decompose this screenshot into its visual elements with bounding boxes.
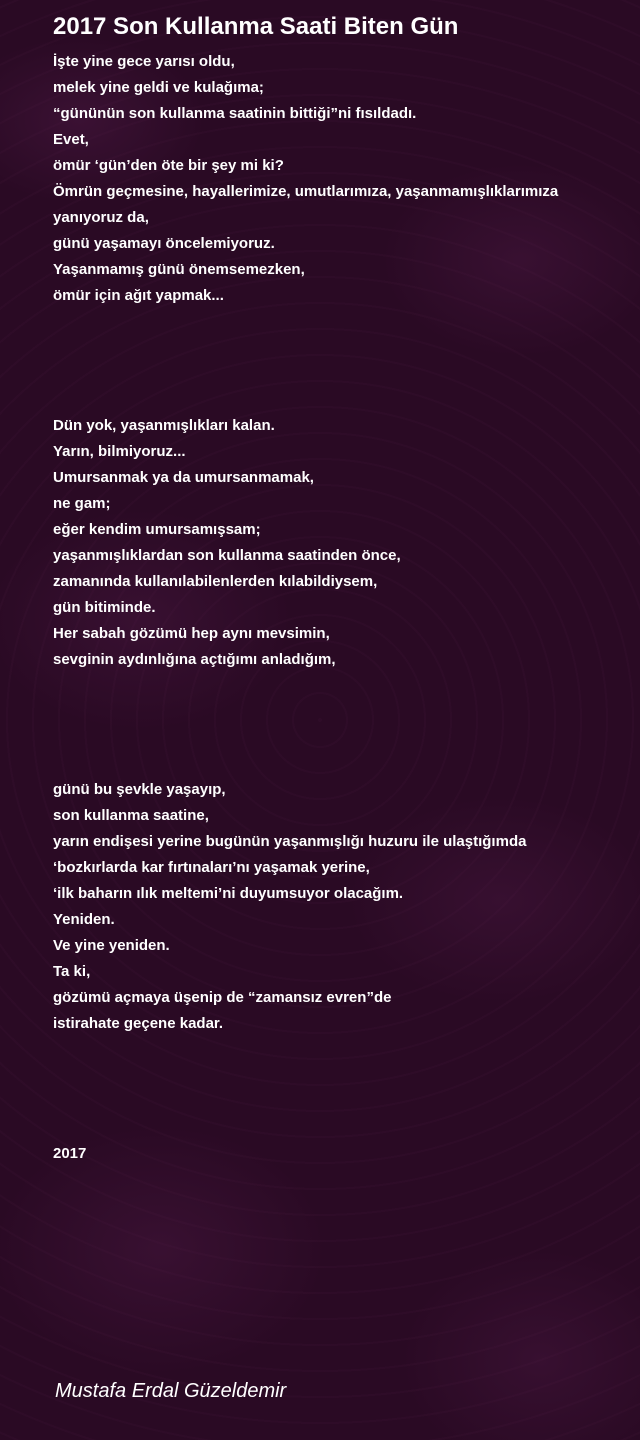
poem-line: ömür için ağıt yapmak... — [53, 287, 224, 304]
stanza-1 — [53, 49, 613, 309]
poem-line: gözümü açmaya üşenip de “zamansız evren”de — [53, 989, 392, 1006]
poem-line: günü bu şevkle yaşayıp, — [53, 781, 226, 798]
poem-line: Evet, — [53, 131, 89, 148]
poem-line: ömür ‘gün’den öte bir şey mi ki? — [53, 157, 284, 174]
poem-line: Umursanmak ya da umursanmamak, — [53, 469, 314, 486]
poem-year: 2017 — [53, 1145, 87, 1162]
poem-line: son kullanma saatine, — [53, 807, 209, 824]
poem-line: ‘bozkırlarda kar fırtınaları’nı yaşamak yerine, — [53, 859, 370, 876]
poem-line: yarın endişesi yerine bugünün yaşanmışlığı huzuru ile ulaştığımda — [53, 833, 527, 850]
poem-line: zamanında kullanılabilenlerden kılabildiysem, — [53, 573, 378, 590]
poem-line: Ömrün geçmesine, hayallerimize, umutlarımıza, yaşanmamışlıklarımıza — [53, 183, 559, 200]
poem-line: istirahate geçene kadar. — [53, 1015, 224, 1032]
poem-line: Yarın, bilmiyoruz... — [53, 443, 186, 460]
poem-line: sevginin aydınlığına açtığımı anladığım, — [53, 651, 336, 668]
stanza-2 — [53, 413, 613, 673]
poem-line: ‘ilk baharın ılık meltemi’ni duyumsuyor olacağım. — [53, 885, 404, 902]
poem-line: Dün yok, yaşanmışlıkları kalan. — [53, 417, 275, 434]
poem-line: melek yine geldi ve kulağıma; — [53, 79, 264, 96]
stanza-spacer — [53, 309, 613, 413]
stanza-3 — [53, 777, 613, 1037]
poem-line: “gününün son kullanma saatinin bittiği”ni fısıldadı. — [53, 105, 417, 122]
poem-line: yaşanmışlıklardan son kullanma saatinden önce, — [53, 547, 401, 564]
poem-line: Ve yine yeniden. — [53, 937, 170, 954]
poem-line: eğer kendim umursamışsam; — [53, 521, 261, 538]
poem-line: günü yaşamayı öncelemiyoruz. — [53, 235, 275, 252]
poem-author: Mustafa Erdal Güzeldemir — [55, 1380, 287, 1402]
poem-line: Ta ki, — [53, 963, 91, 980]
poem-line: Yaşanmamış günü önemsemezken, — [53, 261, 305, 278]
poem-line: Her sabah gözümü hep aynı mevsimin, — [53, 625, 330, 642]
poem-line: gün bitiminde. — [53, 599, 156, 616]
stanza-spacer — [53, 1037, 613, 1141]
poem-line: yanıyoruz da, — [53, 209, 149, 226]
poem-title: 2017 Son Kullanma Saati Biten Gün — [53, 13, 459, 40]
poem-line: İşte yine gece yarısı oldu, — [53, 53, 235, 70]
poem-line: ne gam; — [53, 495, 111, 512]
stanza-spacer — [53, 673, 613, 777]
poem-line: Yeniden. — [53, 911, 115, 928]
poem-body — [53, 49, 613, 1167]
